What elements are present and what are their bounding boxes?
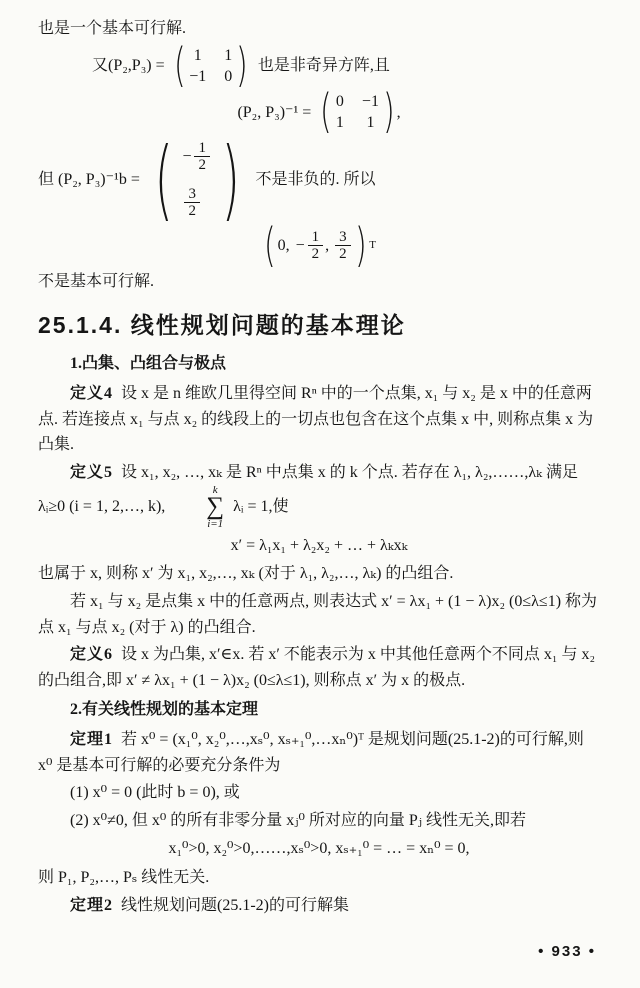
left-paren: ( — [320, 85, 332, 139]
matrix-2x2 — [172, 39, 250, 93]
text-line: 也属于 x, 则称 x′ 为 x₁, x₂,…, xₖ (对于 λ₁, λ₂,…, λₖ) 的凸组合. — [38, 565, 454, 583]
matrix-cell: 1 — [335, 114, 344, 132]
left-paren: ( — [173, 39, 186, 93]
comma: , — [325, 237, 330, 255]
fraction-numerator: 1 — [194, 140, 210, 158]
matrix-cell: 1 — [224, 46, 233, 64]
definition-5-postsum: λᵢ = 1,使 — [233, 498, 289, 516]
matrix-cell: −1 — [189, 68, 207, 86]
left-paren: ( — [263, 219, 276, 273]
definition-6-label: 定义6 — [70, 646, 114, 664]
left-paren: ( — [154, 128, 173, 231]
theorem-1-condition-2: (2) x⁰≠0, 但 x⁰ 的所有非零分量 xⱼ⁰ 所对应的向量 Pⱼ 线性无关,即若 — [70, 811, 527, 829]
definition-5-presum: ……,λₖ 满足 λᵢ≥0 (i = 1, 2,…, k), — [38, 463, 579, 516]
equation-prefix: 又(P₂,P₃) = — [92, 57, 165, 75]
text-line: 若 x₁ 与 x₂ 是点集 x 中的任意两点, 则表达式 x′ = λx₁ + (1 − λ)x₂ (0≤λ≤1) 称为点 x₁ 与点 x₂ (对于 λ) 的凸组合. — [38, 593, 598, 636]
matrix-cell: 0 — [335, 92, 344, 110]
fraction — [194, 140, 210, 174]
subheading-lp-theorems: 2.有关线性规划的基本定理 — [70, 701, 259, 719]
matrix-cells — [336, 91, 379, 134]
right-paren: ) — [221, 128, 240, 231]
theorem-1 — [38, 727, 600, 778]
summation-symbol — [174, 485, 224, 530]
minus-sign: − — [295, 237, 305, 255]
equation-suffix: , — [396, 103, 401, 121]
equation-b-vector — [38, 128, 600, 231]
subheading-convex-sets: 1.凸集、凸组合与极点 — [70, 355, 227, 373]
theorem-1-conclusion: 则 P₁, P₂,…, Pₛ 线性无关. — [38, 868, 210, 886]
definition-5-continuation — [38, 561, 600, 587]
text-line: 也是一个基本可行解. — [38, 20, 187, 37]
matrix-cell: −1 — [361, 92, 379, 110]
fraction-numerator: 3 — [184, 186, 200, 204]
paragraph-not-basic-feasible — [38, 269, 600, 295]
sum-upper-limit: k — [212, 484, 218, 497]
sum-lower-limit: i=1 — [207, 517, 224, 530]
paragraph-two-point-convex — [38, 589, 600, 640]
fraction-denominator: 2 — [198, 157, 206, 174]
equation-prefix: 但 (P₂, P₃)⁻¹b = — [38, 171, 140, 189]
definition-5-body1: 设 x₁, x₂, …, xₖ 是 Rⁿ 中点集 x 的 k 个点. 若存在 λ₁, λ₂, — [121, 463, 493, 481]
section-heading: 25.1.4. 线性规划问题的基本理论 — [38, 311, 406, 338]
matrix-cell: 0 — [224, 68, 233, 86]
definition-4-label: 定义4 — [70, 384, 114, 402]
nonzero-components-formula — [38, 836, 600, 862]
equation-prefix: (P₂, P₃)⁻¹ = — [237, 103, 312, 121]
equation-suffix: 不是非负的. 所以 — [255, 171, 376, 189]
theorem-1-body: 若 x⁰ = (x₁⁰, x₂⁰,…,xₛ⁰, xₛ₊₁⁰,…xₙ⁰)ᵀ 是规划问题(25.1-2)的可行解,则 x⁰ 是基本可行解的必要充分条件为 — [38, 730, 584, 774]
equation-inverse-matrix — [38, 85, 600, 139]
fraction-denominator: 2 — [188, 203, 196, 220]
formula-text: x′ = λ₁x₁ + λ₂x₂ + … + λₖxₖ — [230, 536, 408, 554]
paragraph-basic-feasible-intro — [38, 16, 600, 42]
page-number: • 933 • — [538, 943, 596, 960]
convex-combination-formula — [38, 533, 600, 559]
definition-6 — [38, 642, 600, 693]
definition-5-label: 定义5 — [70, 463, 114, 481]
fraction-numerator: 1 — [308, 229, 324, 247]
fraction-denominator: 2 — [311, 246, 320, 263]
minus-sign: − — [182, 148, 192, 166]
matrix-cell: 1 — [193, 46, 202, 64]
equation-matrix-p2p3 — [92, 39, 600, 93]
theorem-2-label: 定理2 — [70, 896, 114, 914]
column-vector — [147, 128, 248, 231]
right-paren: ) — [382, 85, 395, 139]
definition-4-body: 设 x 是 n 维欧几里得空间 Rⁿ 中的一个点集, x₁ 与 x₂ 是 x 中的任意两点. 若连接点 x₁ 与点 x₂ 的线段上的一切点也包含在这个点集 x 中, 则称点集 x 为凸集. — [38, 384, 594, 454]
fraction — [308, 229, 324, 263]
definition-5 — [38, 460, 600, 530]
theorem-2 — [38, 893, 600, 919]
matrix-2x2 — [318, 85, 396, 139]
vector-entry — [182, 186, 212, 220]
fraction — [335, 229, 351, 263]
theorem-2-body: 线性规划问题(25.1-2)的可行解集 — [121, 896, 350, 914]
vector-cells — [182, 140, 212, 220]
text-line: 不是基本可行解. — [38, 272, 155, 290]
fraction — [184, 186, 200, 220]
transpose-superscript: T — [369, 239, 376, 252]
theorem-1-condition-1: (1) x⁰ = 0 (此时 b = 0), 或 — [70, 784, 240, 802]
formula-text: x₁⁰>0, x₂⁰>0,……,xₛ⁰>0, xₛ₊₁⁰ = … = xₙ⁰ = 0, — [168, 840, 470, 858]
tuple-entry: 0, — [277, 237, 290, 255]
theorem-1-label: 定理1 — [70, 730, 114, 748]
equation-tuple — [38, 219, 600, 273]
vector-entry — [182, 140, 212, 174]
fraction-denominator: 2 — [339, 246, 347, 263]
right-paren: ) — [354, 219, 367, 273]
matrix-cell: 1 — [366, 114, 375, 132]
right-paren: ) — [236, 39, 248, 93]
matrix-cells — [189, 45, 232, 88]
sigma-icon: ∑ — [206, 493, 225, 521]
definition-6-body: 设 x 为凸集, x′∈x. 若 x′ 不能表示为 x 中其他任意两个不同点 x₁ 与 x₂ 的凸组合,即 x′ ≠ λx₁ + (1 − λ)x₂ (0≤λ≤1), 则称点 x′ 为 x 的极点. — [38, 646, 596, 689]
equation-suffix: 也是非奇异方阵,且 — [257, 57, 390, 75]
fraction-numerator: 3 — [335, 229, 351, 247]
definition-4 — [38, 381, 600, 458]
